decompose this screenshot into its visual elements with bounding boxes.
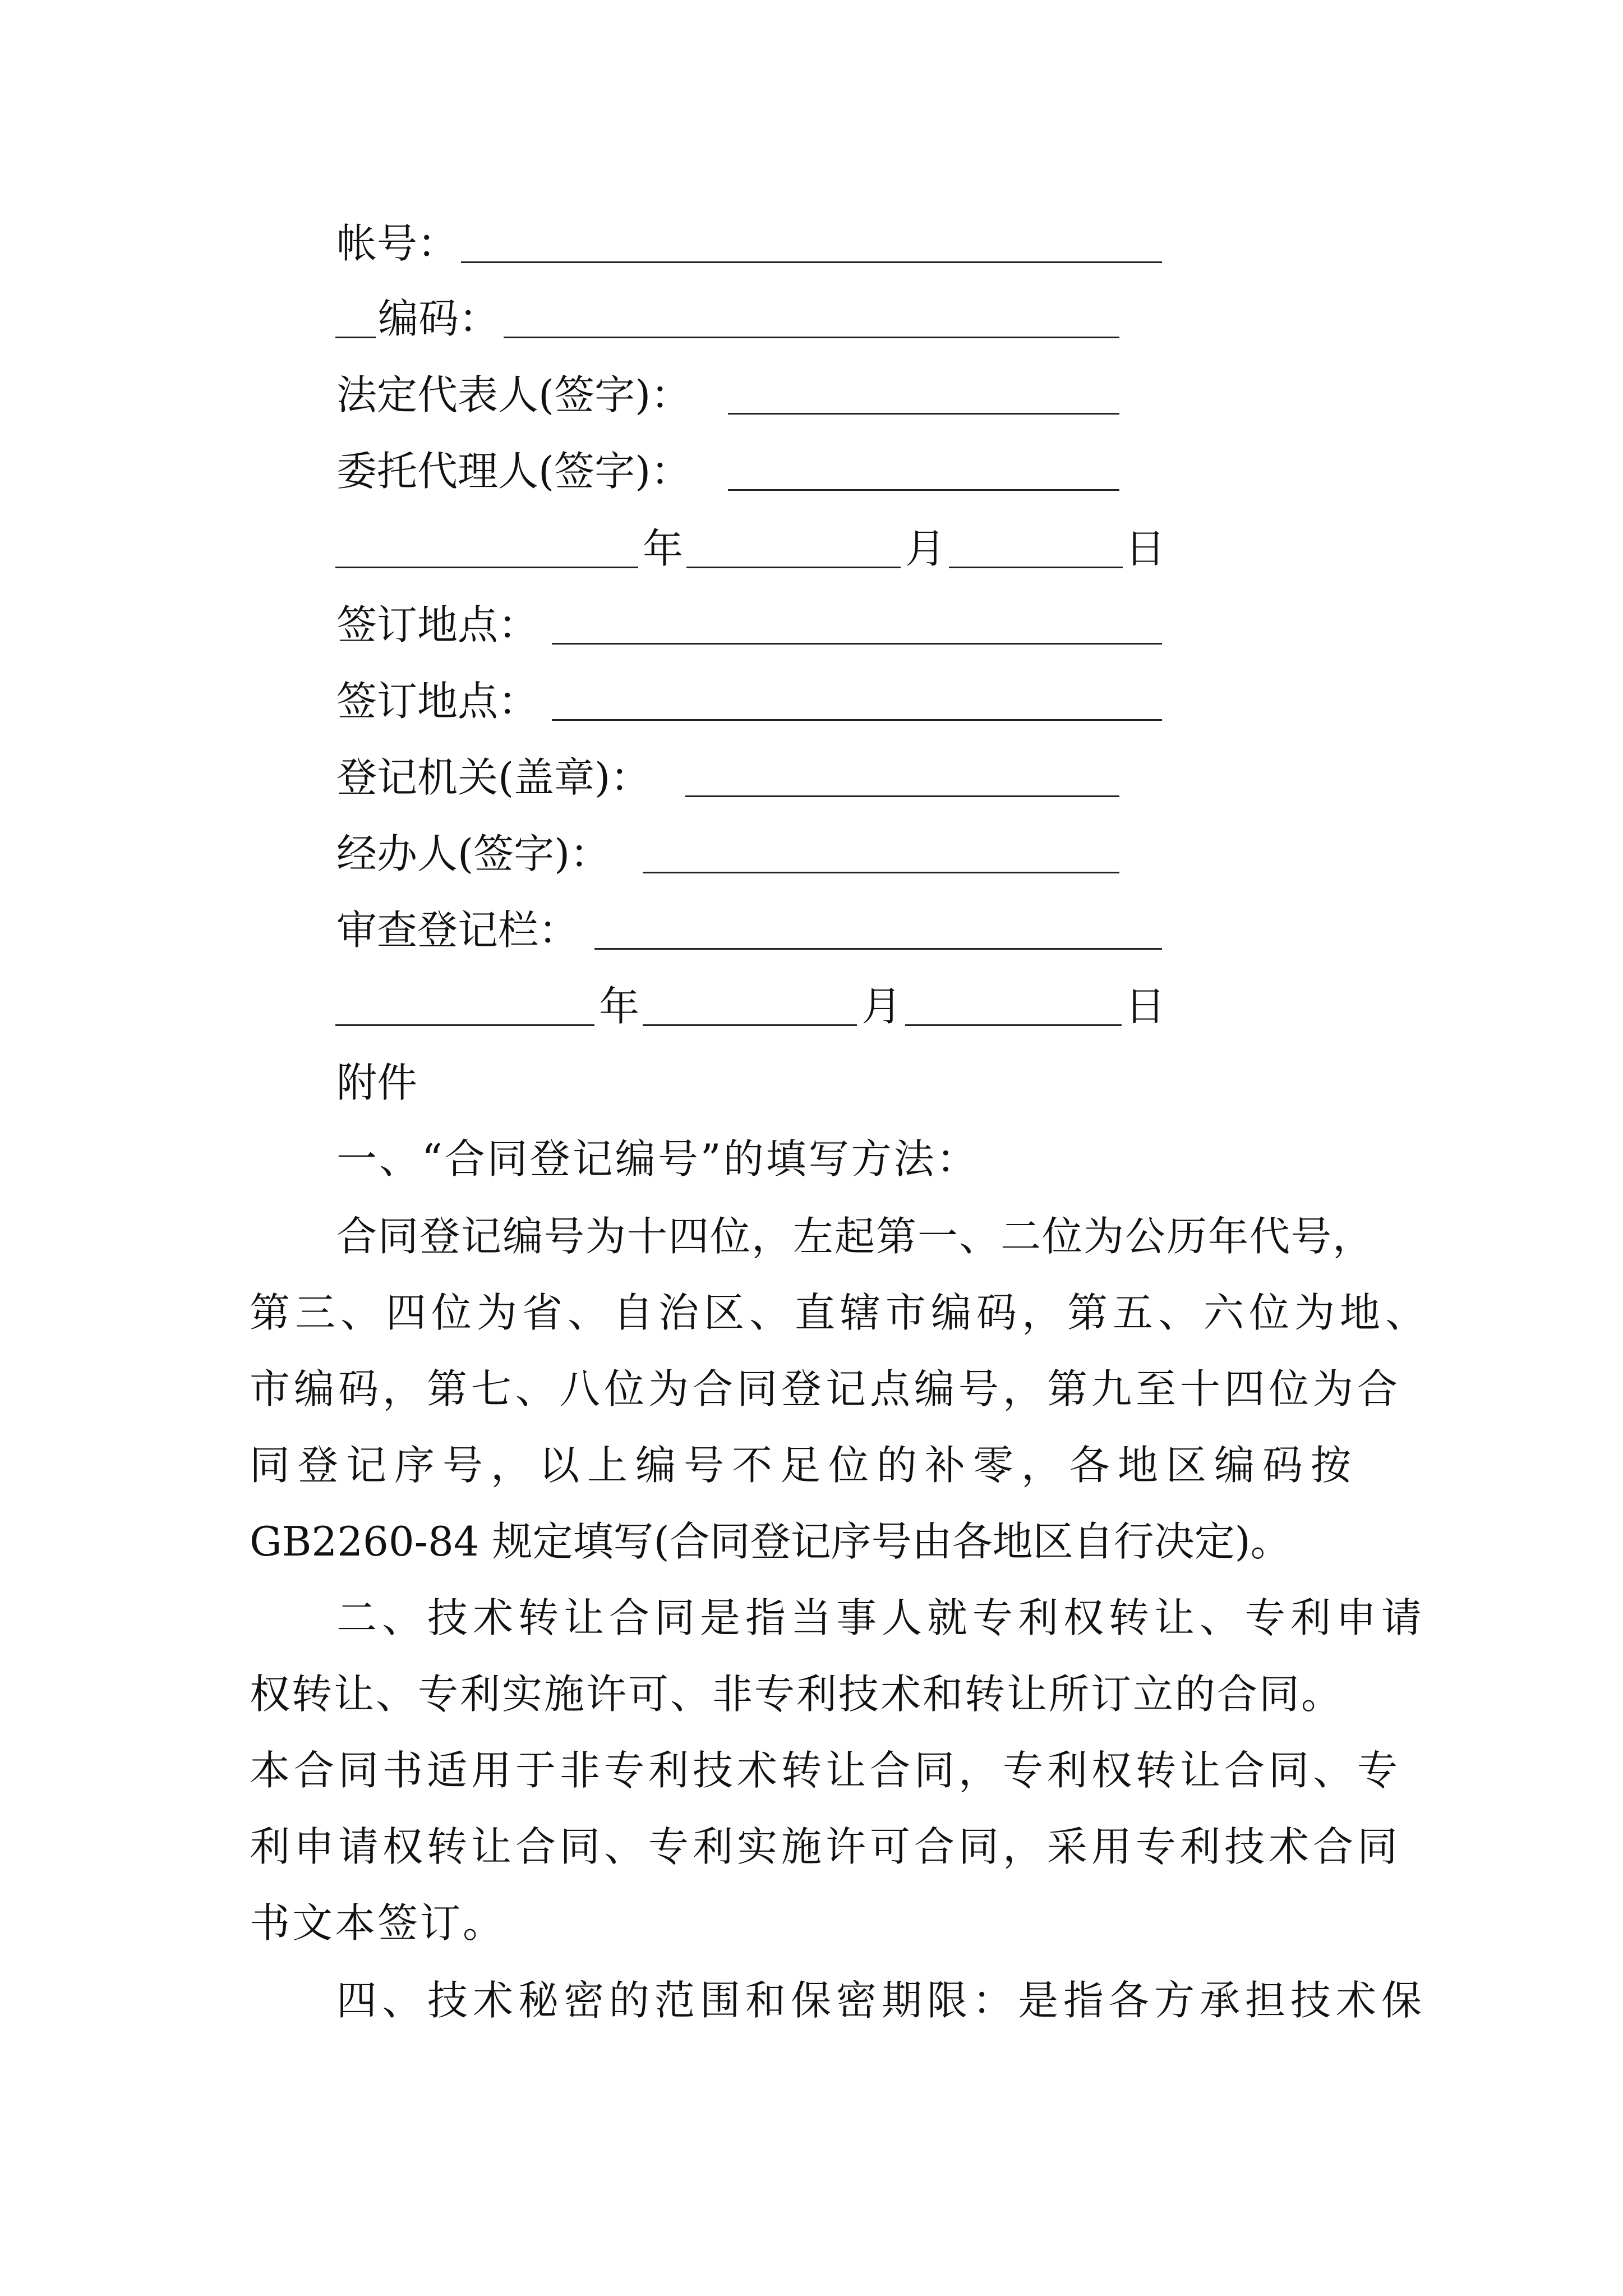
date2-month-blank [643, 1024, 857, 1026]
section2-line-5: 书文本签订。 [250, 1899, 506, 1947]
agent-blank [728, 489, 1119, 491]
date2-day-blank [905, 1024, 1122, 1026]
date2-year-blank [335, 1024, 594, 1026]
code-prefix-blank [335, 337, 376, 338]
date1-year: 年 [643, 525, 684, 572]
code-blank [504, 337, 1119, 338]
date1-month-blank [686, 567, 901, 568]
registry-label: 登记机关(盖章)： [336, 754, 651, 801]
agent-label: 委托代理人(签字)： [336, 448, 691, 495]
date2-day: 日 [1125, 983, 1166, 1030]
appendix-title: 附件 [336, 1059, 418, 1106]
section2-line-3: 本合同书适用于非专利技术转让合同，专利权转让合同、专 [250, 1747, 1402, 1794]
section1-line-1: 合同登记编号为十四位，左起第一、二位为公历年代号， [336, 1213, 1375, 1260]
code-label: 编码： [378, 295, 500, 342]
date1-year-blank [335, 567, 638, 568]
section2-line-4: 利申请权转让合同、专利实施许可合同，采用专利技术合同 [250, 1823, 1402, 1870]
date2-month: 月 [861, 983, 902, 1030]
section1-heading: 一、“合同登记编号”的填写方法： [336, 1135, 979, 1182]
registry-blank [685, 795, 1119, 797]
sign-place-blank-2 [552, 719, 1162, 721]
section1-line-3: 市编码，第七、八位为合同登记点编号，第九至十四位为合 [250, 1365, 1402, 1412]
review-blank [594, 948, 1162, 950]
legal-rep-blank [728, 413, 1119, 415]
date2-year: 年 [599, 983, 640, 1030]
section2-line-1: 二、技术转让合同是指当事人就专利权转让、专利申请 [336, 1594, 1427, 1641]
sign-place-label-2: 签订地点： [336, 678, 539, 725]
legal-rep-label: 法定代表人(签字)： [336, 371, 691, 418]
sign-place-blank-1 [552, 643, 1162, 645]
handler-label: 经办人(签字)： [336, 830, 611, 877]
date1-month: 月 [905, 525, 946, 572]
date1-day-blank [949, 567, 1123, 568]
section1-line-4: 同登记序号，以上编号不足位的补零，各地区编码按 [250, 1442, 1359, 1489]
date1-day: 日 [1125, 525, 1166, 572]
section2-line-2: 权转让、专利实施许可、非专利技术和转让所订立的合同。 [250, 1671, 1344, 1718]
handler-blank [643, 872, 1119, 873]
section4-line-1: 四、技术秘密的范围和保密期限：是指各方承担技术保 [336, 1977, 1427, 2024]
account-label: 帐号： [336, 220, 458, 267]
section1-line-2: 第三、四位为省、自治区、直辖市编码，第五、六位为地、 [250, 1289, 1431, 1336]
account-blank [461, 261, 1162, 263]
sign-place-label-1: 签订地点： [336, 601, 539, 648]
section1-line-5: GB2260-84 规定填写(合同登记序号由各地区自行决定)。 [250, 1518, 1291, 1565]
review-label: 审查登记栏： [336, 907, 579, 954]
